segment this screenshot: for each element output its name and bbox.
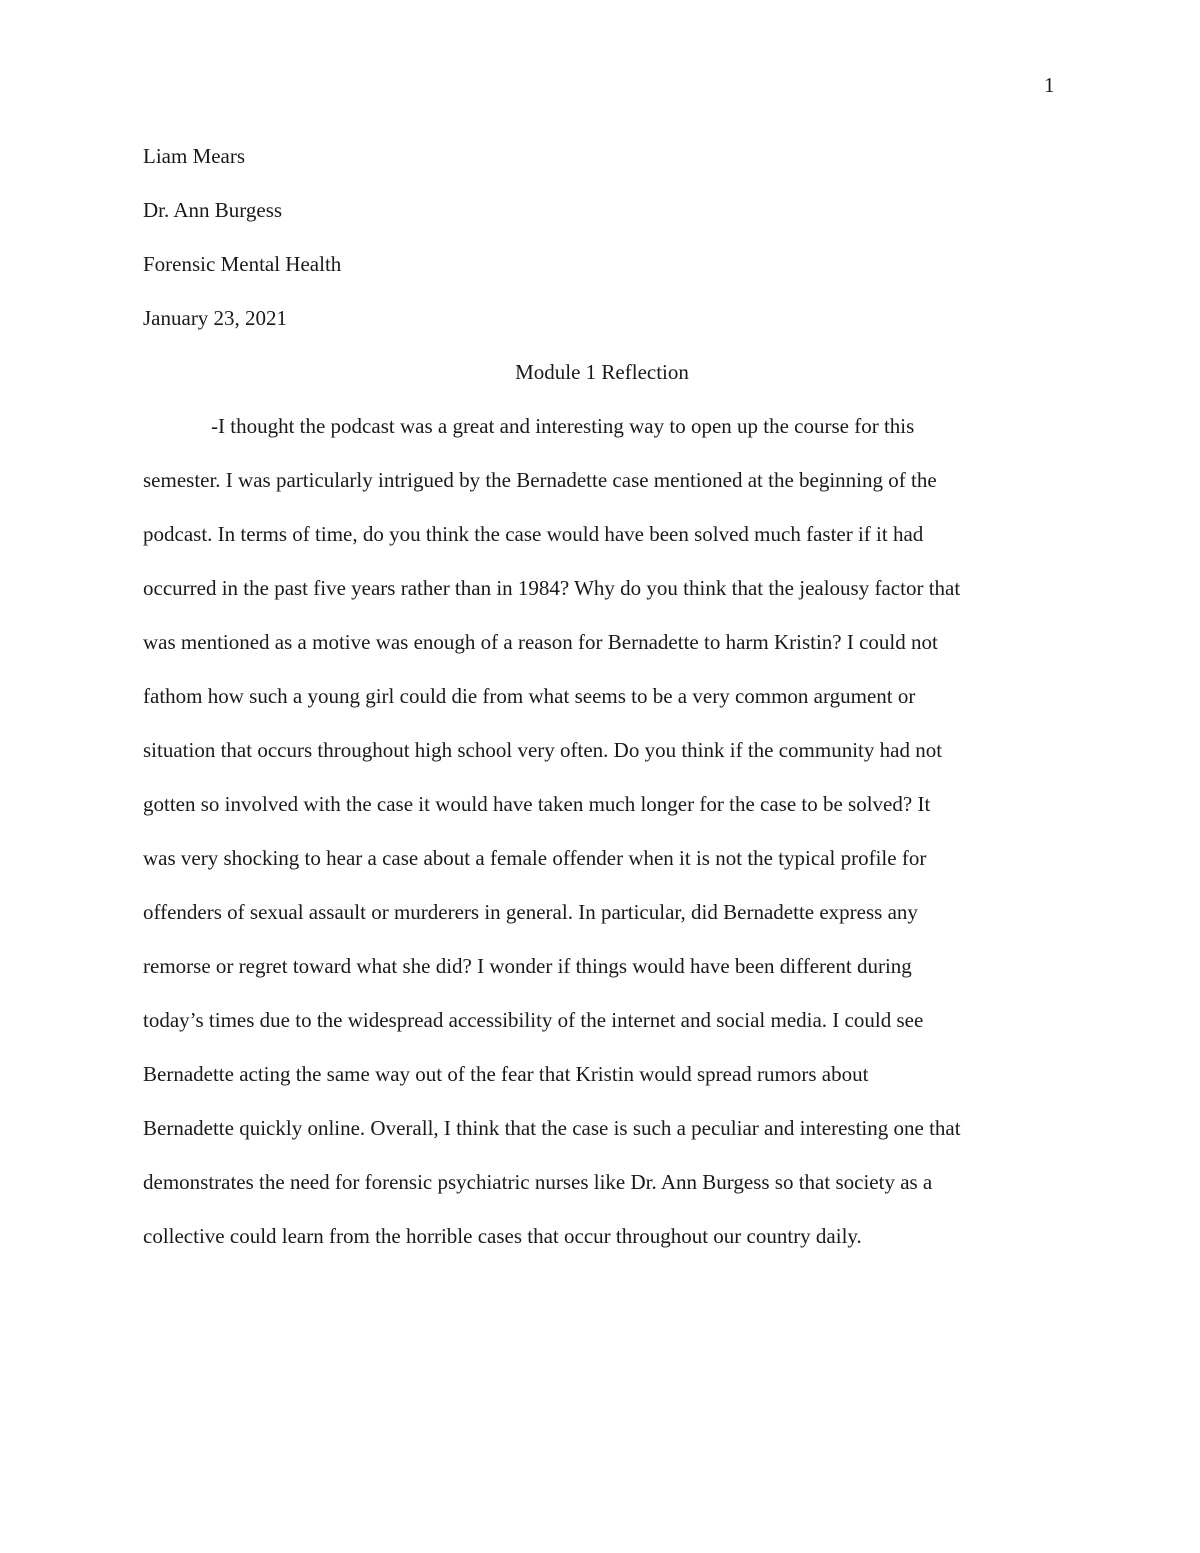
student-name: Liam Mears — [143, 144, 246, 168]
body-line: was very shocking to hear a case about a female offender when it is not the typical profile for — [143, 846, 927, 870]
body-line: Bernadette acting the same way out of the fear that Kristin would spread rumors about — [143, 1062, 869, 1086]
body-line: fathom how such a young girl could die from what seems to be a very common argument or — [143, 684, 916, 708]
body-line: demonstrates the need for forensic psychiatric nurses like Dr. Ann Burgess so that society as a — [143, 1170, 933, 1194]
course-name: Forensic Mental Health — [143, 252, 342, 276]
body-line: semester. I was particularly intrigued by the Bernadette case mentioned at the beginning of the — [143, 468, 937, 492]
document-title: Module 1 Reflection — [515, 360, 689, 384]
body-line: occurred in the past five years rather than in 1984? Why do you think that the jealousy factor that — [143, 576, 961, 600]
page-number: 1 — [1044, 73, 1055, 97]
instructor-name: Dr. Ann Burgess — [143, 198, 283, 222]
body-line: Bernadette quickly online. Overall, I think that the case is such a peculiar and interesting one that — [143, 1116, 961, 1140]
body-line: offenders of sexual assault or murderers in general. In particular, did Bernadette express any — [143, 900, 918, 924]
document-content — [143, 141, 1061, 1275]
body-line: -I thought the podcast was a great and interesting way to open up the course for this — [211, 414, 915, 438]
document-date: January 23, 2021 — [143, 306, 288, 330]
body-line: podcast. In terms of time, do you think the case would have been solved much faster if it had — [143, 522, 924, 546]
body-line: was mentioned as a motive was enough of a reason for Bernadette to harm Kristin? I could not — [143, 630, 938, 654]
body-line: remorse or regret toward what she did? I wonder if things would have been different during — [143, 954, 912, 978]
body-paragraph — [143, 411, 1061, 1275]
body-line: situation that occurs throughout high school very often. Do you think if the community had not — [143, 738, 943, 762]
body-line: collective could learn from the horrible cases that occur throughout our country daily. — [143, 1224, 862, 1248]
body-line: gotten so involved with the case it would have taken much longer for the case to be solved? It — [143, 792, 931, 816]
body-line: today’s times due to the widespread accessibility of the internet and social media. I could see — [143, 1008, 924, 1032]
